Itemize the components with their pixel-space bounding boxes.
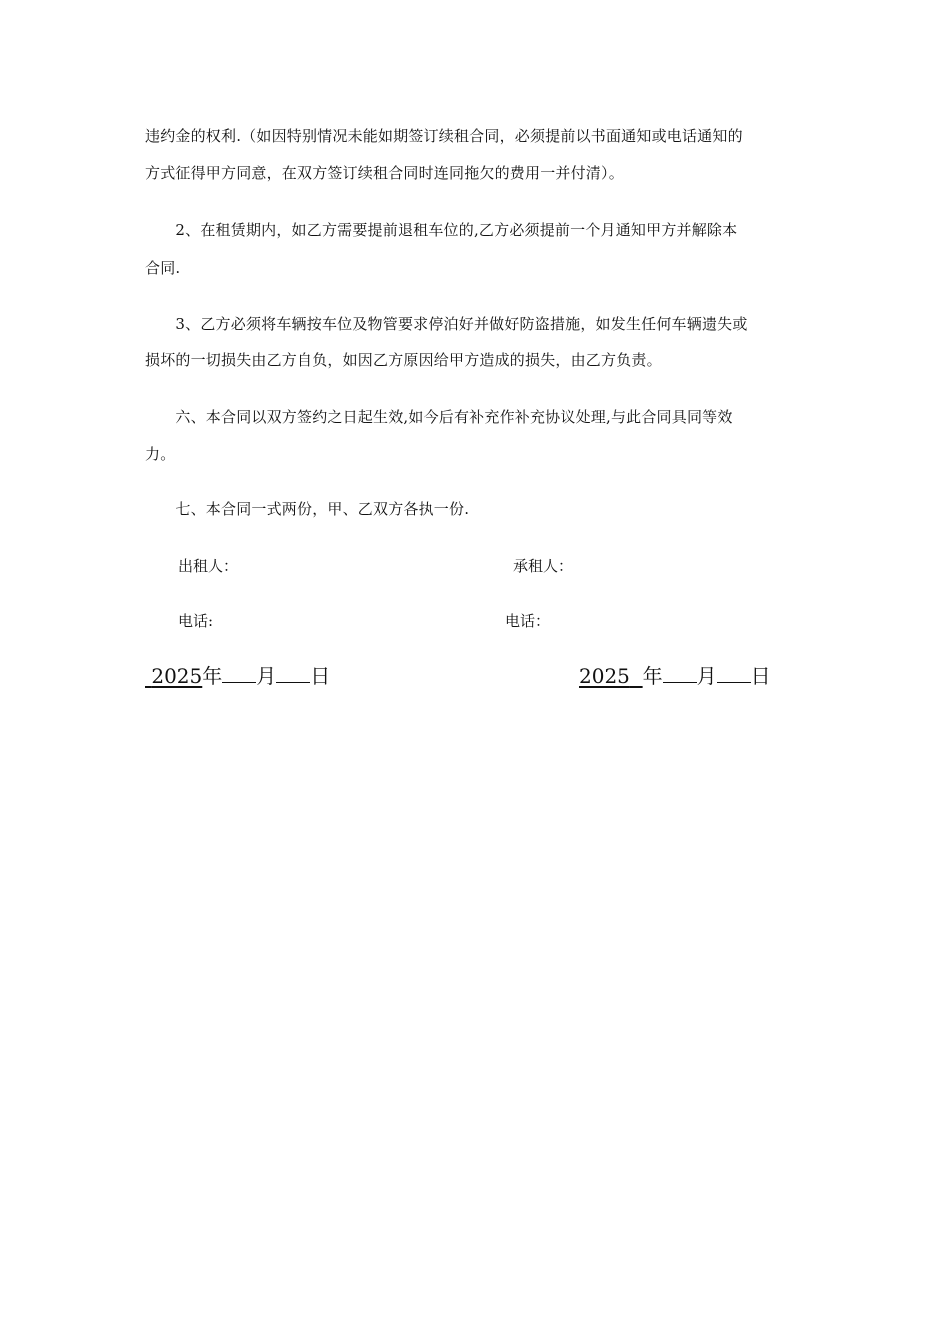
day-blank	[276, 662, 310, 683]
lessee-date	[579, 662, 771, 689]
month-blank	[663, 662, 697, 683]
paragraph-line: 七、本合同一式两份，甲、乙双方各执一份.	[145, 500, 470, 518]
day-suffix: 日	[310, 664, 331, 688]
year-suffix: 年	[642, 664, 663, 688]
paragraph-line: 力。	[145, 445, 176, 463]
paragraph-line: 六、本合同以双方签约之日起生效,如今后有补充作补充协议处理,与此合同具同等效	[145, 408, 733, 426]
lessor-label: 出租人：	[178, 557, 239, 575]
year-value: 2025	[579, 664, 630, 688]
lessee-label: 承租人：	[513, 557, 574, 575]
month-suffix: 月	[256, 664, 277, 688]
paragraph-line: 2、在租赁期内，如乙方需要提前退租车位的,乙方必须提前一个月通知甲方并解除本	[145, 221, 738, 239]
day-suffix: 日	[750, 664, 771, 688]
paragraph-line: 损坏的一切损失由乙方自负，如因乙方原因给甲方造成的损失，由乙方负责。	[145, 351, 662, 369]
paragraph-line: 合同.	[145, 259, 181, 277]
paragraph-line: 违约金的权利.（如因特别情况未能如期签订续租合同，必须提前以书面通知或电话通知的	[145, 127, 743, 145]
lessee-phone-label: 电话：	[505, 612, 551, 630]
year-value: 2025	[151, 664, 203, 688]
lessor-phone-label: 电话:	[178, 612, 214, 630]
day-blank	[717, 662, 751, 683]
month-suffix: 月	[696, 664, 717, 688]
year-suffix: 年	[202, 664, 223, 688]
paragraph-line: 3、乙方必须将车辆按车位及物管要求停泊好并做好防盗措施，如发生任何车辆遗失或	[145, 315, 748, 333]
paragraph-line: 方式征得甲方同意，在双方签订续租合同时连同拖欠的费用一并付清）。	[145, 164, 624, 182]
lessor-date	[145, 662, 330, 689]
month-blank	[222, 662, 256, 683]
